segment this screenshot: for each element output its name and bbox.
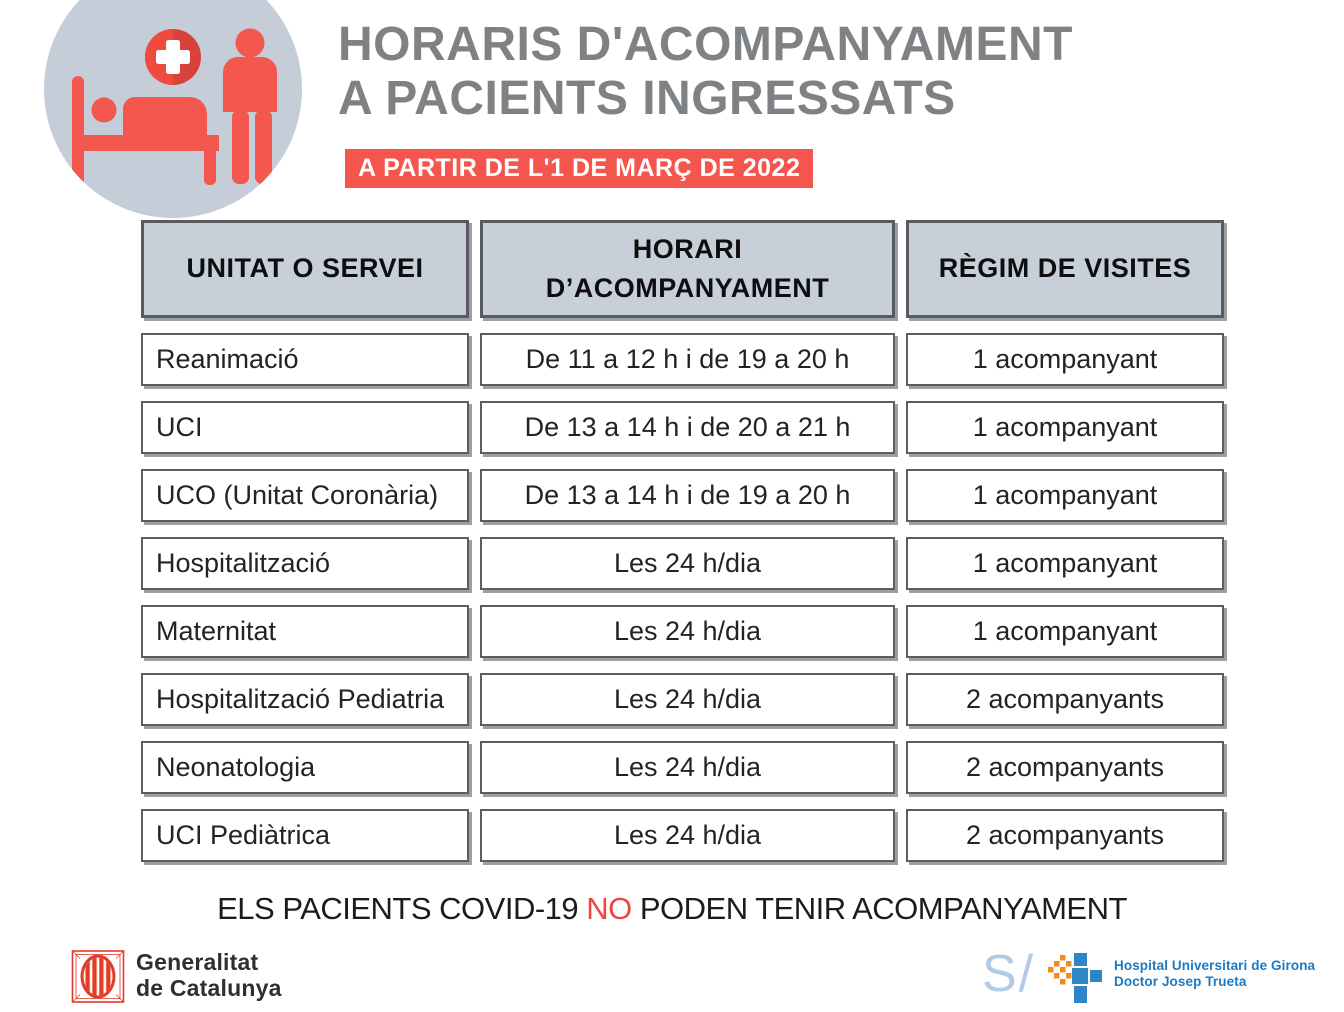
page-title-line2: A PACIENTS INGRESSATS	[338, 72, 956, 126]
patient-in-bed-with-cross-and-companion-icon	[44, 0, 302, 218]
hospital-line2: Doctor Josep Trueta	[1114, 974, 1247, 990]
visiting-hours-table	[141, 220, 1224, 862]
table-cell-unit: Maternitat	[141, 605, 469, 658]
covid-warning-no: NO	[586, 891, 632, 926]
table-cell-schedule: Les 24 h/dia	[480, 537, 895, 590]
hospital-wordmark	[1114, 958, 1315, 990]
generalitat-logo	[70, 947, 282, 1005]
table-cell-schedule: De 13 a 14 h i de 19 a 20 h	[480, 469, 895, 522]
table-cell-schedule: De 13 a 14 h i de 20 a 21 h	[480, 401, 895, 454]
generalitat-wordmark	[136, 950, 282, 1002]
table-cell-unit: UCO (Unitat Coronària)	[141, 469, 469, 522]
page-title-line1: HORARIS D'ACOMPANYAMENT	[338, 18, 1073, 71]
covid-warning-text	[0, 891, 1344, 927]
hospital-line1: Hospital Universitari de Girona	[1114, 958, 1316, 973]
table-cell-unit: UCI Pediàtrica	[141, 809, 469, 862]
table-cell-visits: 1 acompanyant	[906, 605, 1224, 658]
table-cell-unit: Neonatologia	[141, 741, 469, 794]
column-header-schedule: HORARI D’ACOMPANYAMENT	[480, 220, 895, 318]
generalitat-senyera-shield-icon	[70, 947, 126, 1005]
table-cell-unit: UCI	[141, 401, 469, 454]
table-cell-unit: Hospitalització	[141, 537, 469, 590]
table-cell-visits: 2 acompanyants	[906, 673, 1224, 726]
column-header-unit: UNITAT O SERVEI	[141, 220, 469, 318]
table-cell-visits: 1 acompanyant	[906, 333, 1224, 386]
covid-warning-prefix: ELS PACIENTS COVID-19	[217, 891, 587, 926]
table-cell-unit: Reanimació	[141, 333, 469, 386]
hospital-trueta-cross-icon	[1046, 951, 1106, 1007]
table-cell-schedule: De 11 a 12 h i de 19 a 20 h	[480, 333, 895, 386]
table-cell-visits: 1 acompanyant	[906, 469, 1224, 522]
table-cell-unit: Hospitalització Pediatria	[141, 673, 469, 726]
table-cell-visits: 1 acompanyant	[906, 537, 1224, 590]
table-cell-visits: 2 acompanyants	[906, 809, 1224, 862]
table-cell-schedule: Les 24 h/dia	[480, 741, 895, 794]
generalitat-line2: de Catalunya	[136, 975, 282, 1001]
covid-warning-suffix: PODEN TENIR ACOMPANYAMENT	[631, 891, 1127, 926]
table-cell-schedule: Les 24 h/dia	[480, 605, 895, 658]
page-title	[338, 18, 1158, 126]
table-cell-schedule: Les 24 h/dia	[480, 673, 895, 726]
salut-logo: S/	[982, 945, 1036, 1003]
table-cell-visits: 2 acompanyants	[906, 741, 1224, 794]
effective-date-badge: A PARTIR DE L'1 DE MARÇ DE 2022	[345, 149, 813, 188]
hospital-logo	[1046, 951, 1106, 1012]
generalitat-line1: Generalitat	[136, 949, 259, 976]
table-cell-visits: 1 acompanyant	[906, 401, 1224, 454]
hero-badge	[44, 0, 302, 218]
table-cell-schedule: Les 24 h/dia	[480, 809, 895, 862]
column-header-visits: RÈGIM DE VISITES	[906, 220, 1224, 318]
